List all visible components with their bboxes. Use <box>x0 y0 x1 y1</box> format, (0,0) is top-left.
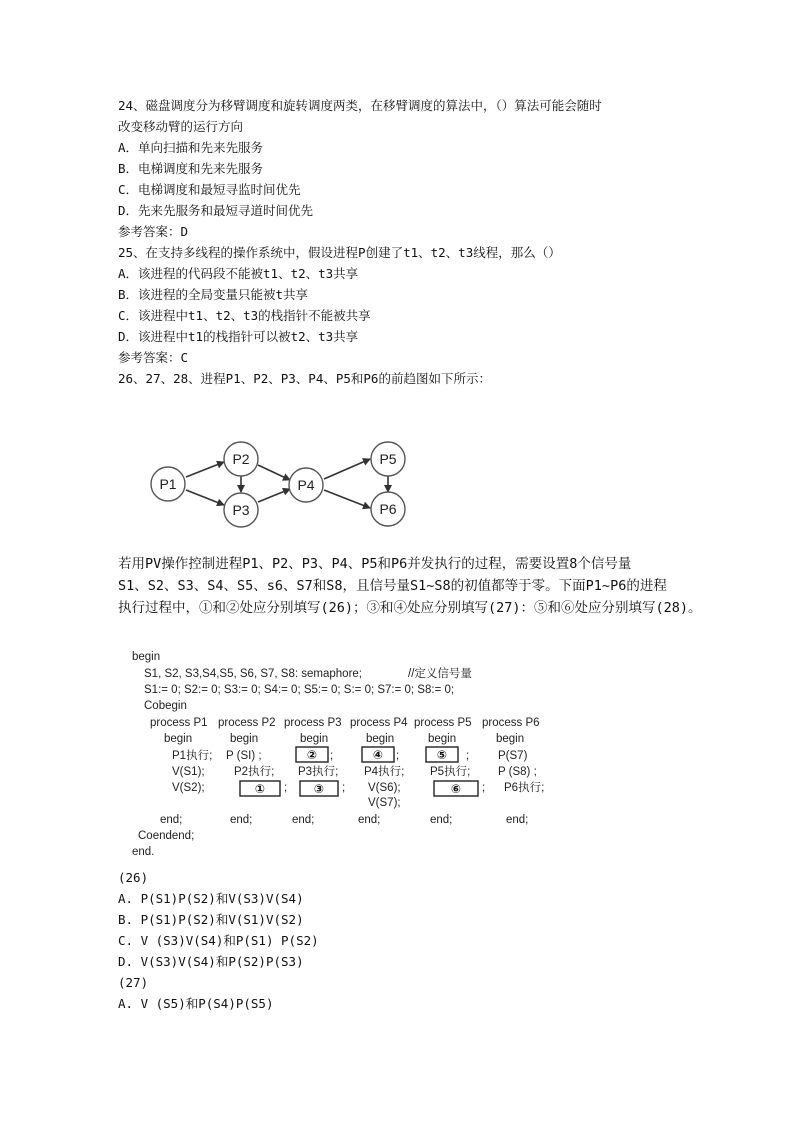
blank-marker-5: ⑤ <box>436 748 448 762</box>
p1-begin: begin <box>164 733 193 745</box>
p5-line2: P5执行; <box>430 766 471 778</box>
p1-line3: V(S2); <box>172 782 205 794</box>
q25-answer: 参考答案：C <box>118 350 189 365</box>
p3-line3: ; <box>342 782 346 794</box>
q24-option-d: D．先来先服务和最短寻道时间优先 <box>118 203 314 218</box>
q24-option-c: C．电梯调度和最短寻监时间优先 <box>118 182 301 197</box>
edge-p3-p4 <box>258 489 290 502</box>
desc-line3: 执行过程中，①和②处应分别填写(26)；③和④处应分别填写(27)：⑤和⑥处应分别填写(28)。 <box>118 600 702 616</box>
p5-begin: begin <box>428 733 457 745</box>
p3-line2: P3执行; <box>298 766 339 778</box>
process-p4-header: process P4 <box>350 717 408 729</box>
q24-answer: 参考答案：D <box>118 224 189 239</box>
process-p2-header: process P2 <box>218 717 276 729</box>
p4-line2: P4执行; <box>364 766 405 778</box>
code-init: S1:= 0; S2:= 0; S3:= 0; S4:= 0; S5:= 0; S:= 0; S7:= 0; S8:= 0; <box>144 684 455 696</box>
edge-p4-p5 <box>324 459 370 479</box>
p2-end: end; <box>230 814 253 826</box>
q26-option-c: C. V (S3)V(S4)和P(S1) P(S2) <box>118 933 319 948</box>
process-p5-header: process P5 <box>414 717 472 729</box>
p2-line2: P2执行; <box>234 766 275 778</box>
p1-end: end; <box>160 814 183 826</box>
p6-end: end; <box>506 814 529 826</box>
desc-line1: 若用PV操作控制进程P1、P2、P3、P4、P5和P6并发执行的过程，需要设置8个信号量 <box>118 556 632 572</box>
blank-marker-4: ④ <box>372 748 384 762</box>
p2-line1: P (SI) ; <box>226 750 262 762</box>
p5-end: end; <box>430 814 453 826</box>
node-p3-label: P3 <box>232 502 250 518</box>
p4-line1: ; <box>396 750 400 762</box>
q25-option-d: D．该进程中t1的栈指针可以被t2、t3共享 <box>118 329 359 344</box>
blank-marker-1: ① <box>254 782 266 796</box>
q24-stem-line2: 改变移动臂的运行方向 <box>118 119 244 134</box>
p1-line2: V(S1); <box>172 766 205 778</box>
blank-marker-6: ⑥ <box>450 782 462 796</box>
pv-code-block <box>118 640 558 865</box>
p6-begin: begin <box>496 733 525 745</box>
code-coend: Coendend; <box>138 830 195 842</box>
edge-p1-p2 <box>186 462 224 477</box>
code-comment: //定义信号量 <box>408 668 472 680</box>
blank-marker-3: ③ <box>313 782 325 796</box>
process-p3-header: process P3 <box>284 717 342 729</box>
node-p6-label: P6 <box>379 501 397 517</box>
p3-line1: ; <box>330 750 334 762</box>
q26-label: (26) <box>118 870 149 885</box>
process-p6-header: process P6 <box>482 717 540 729</box>
q26-intro: 26、27、28、进程P1、P2、P3、P4、P5和P6的前趋图如下所示： <box>118 371 491 386</box>
blank-marker-2: ② <box>306 748 318 762</box>
p4-line3: V(S6); <box>368 782 401 794</box>
p6-line3: P6执行; <box>504 782 545 794</box>
p3-begin: begin <box>300 733 329 745</box>
node-p1-label: P1 <box>159 476 177 492</box>
process-p1-header: process P1 <box>150 717 208 729</box>
p5-line3: ; <box>482 782 486 794</box>
code-cobegin: Cobegin <box>144 700 187 712</box>
node-p2-label: P2 <box>232 451 250 467</box>
edge-p1-p3 <box>186 490 224 505</box>
p6-line1: P(S7) <box>498 750 528 762</box>
q25-option-c: C．该进程中t1、t2、t3的栈指针不能被共享 <box>118 308 371 323</box>
desc-line2: S1、S2、S3、S4、S5、s6、S7和S8，且信号量S1~S8的初值都等于零。下面P1~P6的进程 <box>118 578 667 594</box>
precedence-graph <box>140 432 430 532</box>
q25-stem: 25、在支持多线程的操作系统中，假设进程P创建了t1、t2、t3线程，那么（） <box>118 245 561 260</box>
q24-option-a: A．单向扫描和先来先服务 <box>118 140 264 155</box>
p4-end: end; <box>358 814 381 826</box>
node-p5-label: P5 <box>379 451 397 467</box>
p4-line4: V(S7); <box>368 797 401 809</box>
q26-option-a: A. P(S1)P(S2)和V(S3)V(S4) <box>118 891 304 906</box>
edge-p4-p6 <box>324 490 370 508</box>
code-end: end. <box>132 846 155 858</box>
node-p4-label: P4 <box>297 477 315 493</box>
q27-option-a: A. V (S5)和P(S4)P(S5) <box>118 996 274 1011</box>
q27-label: (27) <box>118 975 149 990</box>
p3-end: end; <box>292 814 315 826</box>
q26-option-b: B. P(S1)P(S2)和V(S1)V(S2) <box>118 912 304 927</box>
p1-line1: P1执行; <box>172 750 213 762</box>
p4-begin: begin <box>366 733 395 745</box>
q26-option-d: D. V(S3)V(S4)和P(S2)P(S3) <box>118 954 304 969</box>
edge-p2-p4 <box>258 465 290 480</box>
code-begin: begin <box>132 651 161 663</box>
q24-option-b: B．电梯调度和先来先服务 <box>118 161 264 176</box>
q24-stem-line1: 24、磁盘调度分为移臂调度和旋转调度两类，在移臂调度的算法中，（）算法可能会随时 <box>118 98 602 113</box>
q25-option-b: B．该进程的全局变量只能被t共享 <box>118 287 309 302</box>
p2-line3: ; <box>284 782 288 794</box>
p5-line1: ; <box>466 750 470 762</box>
q25-option-a: A．该进程的代码段不能被t1、t2、t3共享 <box>118 266 359 281</box>
code-semaphore-decl: S1, S2, S3,S4,S5, S6, S7, S8: semaphore; <box>144 668 362 680</box>
p6-line2: P (S8) ; <box>498 766 537 778</box>
p2-begin: begin <box>230 733 259 745</box>
